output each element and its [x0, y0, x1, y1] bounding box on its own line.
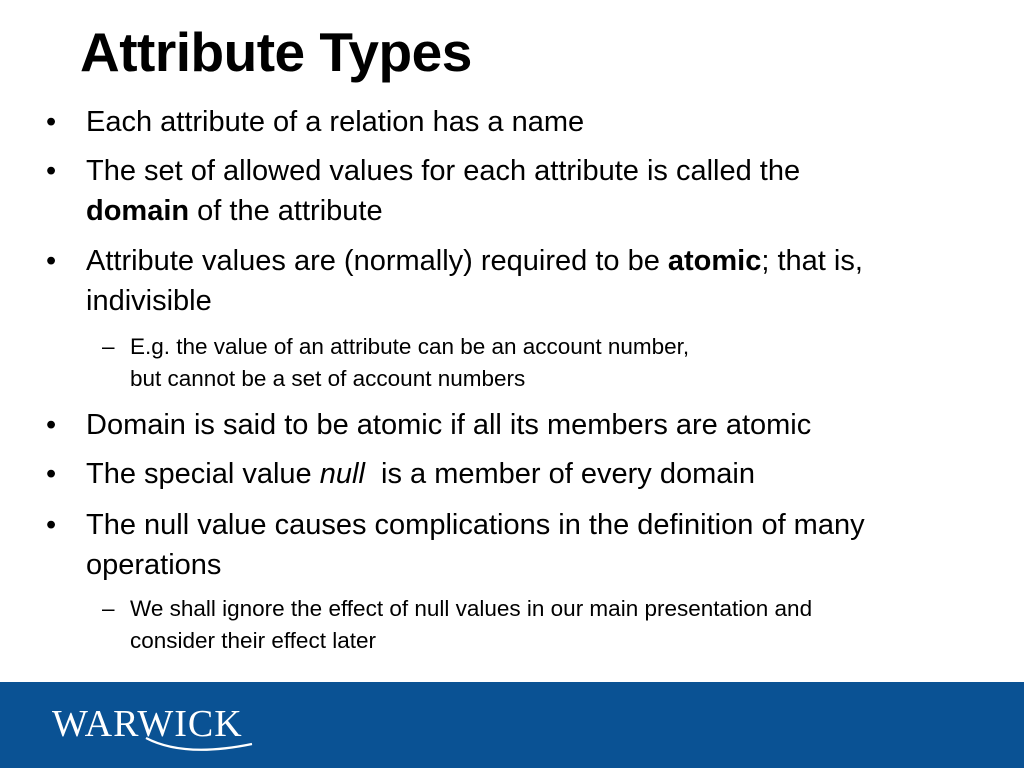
sub-bullet-marker: –: [102, 334, 115, 359]
bullet-marker: •: [46, 155, 57, 187]
bullet-attribute-name: [46, 102, 1016, 142]
sub-bullet-ignore-null: [102, 593, 1010, 657]
bullet-term-atomic: atomic: [667, 245, 762, 277]
bullet-term-null: null: [319, 458, 365, 490]
logo-swoosh-icon: [144, 734, 254, 756]
bullet-text-continued: is a member of every domain: [364, 458, 755, 490]
bullet-domain-definition: [46, 151, 1016, 231]
bullet-marker: •: [46, 509, 57, 541]
bullet-text-line2: operations: [86, 549, 222, 581]
bullet-atomic-values: [46, 241, 1016, 321]
bullet-null-value: [46, 454, 1016, 494]
bullet-marker: •: [46, 106, 57, 138]
bullet-null-complications: [46, 505, 1016, 585]
slide-title: Attribute Types: [80, 21, 472, 83]
bullet-marker: •: [46, 409, 57, 441]
sub-bullet-account-example: [102, 331, 1010, 395]
bullet-marker: •: [46, 245, 57, 277]
footer-bar: [0, 682, 1024, 768]
bullet-atomic-domain: [46, 405, 1016, 445]
bullet-text: The null value causes complications in the definition of many: [86, 509, 865, 541]
sub-bullet-marker: –: [102, 596, 115, 621]
bullet-text: The special value: [86, 458, 320, 490]
sub-bullet-text-line2: consider their effect later: [130, 628, 376, 653]
bullet-text-line2: indivisible: [86, 285, 212, 317]
bullet-text-continued: of the attribute: [189, 195, 383, 227]
bullet-text: The set of allowed values for each attribute is called the: [86, 155, 801, 187]
bullet-text: Each attribute of a relation has a name: [86, 106, 585, 138]
sub-bullet-text: We shall ignore the effect of null values in our main presentation and: [130, 596, 813, 621]
bullet-term-domain: domain: [86, 195, 190, 227]
bullet-text: Domain is said to be atomic if all its members are atomic: [86, 409, 812, 441]
bullet-marker: •: [46, 458, 57, 490]
sub-bullet-text: E.g. the value of an attribute can be an account number,: [130, 334, 690, 359]
warwick-logo: [52, 704, 243, 752]
bullet-text: Attribute values are (normally) required to be: [86, 245, 668, 277]
bullet-text-continued: ; that is,: [761, 245, 863, 277]
sub-bullet-text-line2: but cannot be a set of account numbers: [130, 366, 526, 391]
logo-text: WARWICK: [52, 703, 243, 745]
